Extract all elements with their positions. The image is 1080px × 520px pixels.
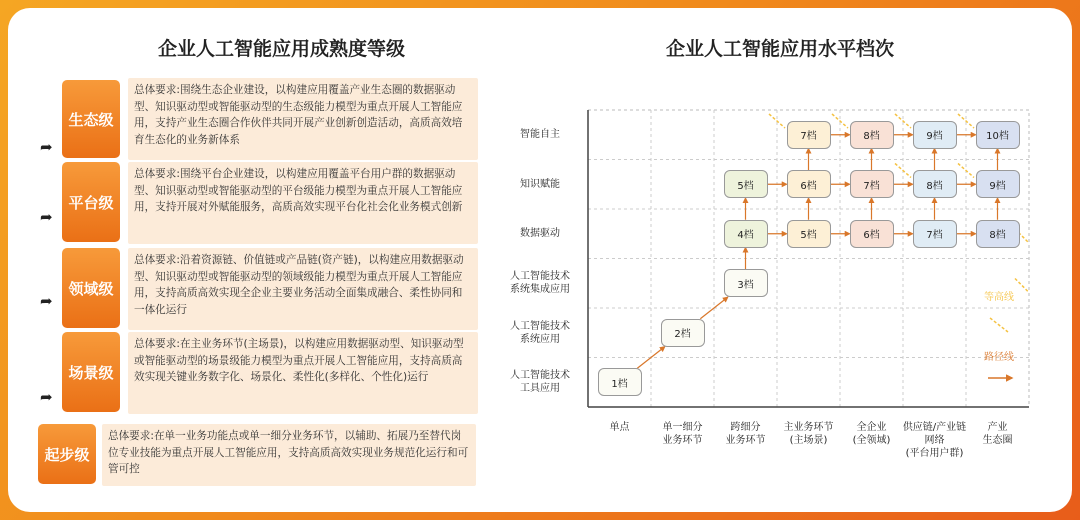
column-label: 单一细分 业务环节 [662,422,703,446]
level-ecosystem: 生态级 [62,80,120,158]
level-scene-desc: 总体要求:在主业务环节(主场景)，以构建应用数据驱动型、知识驱动型或智能驱动型的场景级能力模型为重点开展人工智能应用，支持高质高效实现关键业务数字化、场景化、柔性化(多样化、个性化)运行 [128,332,478,414]
column-label: 主业务环节 (主场景) [783,422,834,446]
level-starter: 起步级 [38,424,96,484]
level-ecosystem-desc: 总体要求:围绕生态企业建设，以构建应用覆盖产业生态圈的数据驱动型、知识驱动型或智能驱动型的生态级能力模型为重点开展人工智能应用，支持产业生态圈合作伙伴共同开展产业创新创造活动，高质高效培育生态化的业务新体系 [128,78,478,160]
grade-cell: 10档 [976,121,1020,149]
row-label: 智能自主 [520,129,560,141]
grade-cell: 1档 [598,368,642,396]
row-label: 人工智能技术 系统应用 [510,320,570,345]
grade-cell: 9档 [913,121,957,149]
grade-cell: 4档 [724,220,768,248]
column-label: 产业 生态圈 [982,422,1013,446]
grade-cell: 7档 [787,121,831,149]
up-arrow-icon: ➦ [40,292,53,310]
grade-cell: 9档 [976,170,1020,198]
level-scene: 场景级 [62,332,120,412]
level-starter-desc: 总体要求:在单一业务功能点或单一细分业务环节，以辅助、拓展乃至替代岗位专业技能为重点开展人工智能应用，支持高质高效实现业务规范化运行和可管可控 [102,424,476,486]
row-label: 数据驱动 [520,228,560,240]
grade-cell: 3档 [724,269,768,297]
up-arrow-icon: ➦ [40,138,53,156]
column-label: 供应链/产业链 网络 (平台用户群) [902,422,967,459]
level-domain: 领域级 [62,248,120,328]
up-arrow-icon: ➦ [40,208,53,226]
legend-path: 路径线 [984,352,1014,363]
grade-cell: 5档 [787,220,831,248]
grade-cell: 6档 [850,220,894,248]
level-platform-desc: 总体要求:围绕平台企业建设，以构建应用覆盖平台用户群的数据驱动型、知识驱动型或智能驱动型的平台级能力模型为重点开展人工智能应用，支持开展对外赋能服务，高质高效实现平台化社会化业务模式创新 [128,162,478,244]
row-label: 人工智能技术 工具应用 [510,370,570,395]
level-domain-desc: 总体要求:沿着资源链、价值链或产品链(资产链)，以构建应用数据驱动型、知识驱动型或智能驱动型的领域级能力模型为重点开展人工智能应用，支持高质高效实现全企业主要业务活动全面集成融合、柔性协同和一体化运行 [128,248,478,330]
left-title: 企业人工智能应用成熟度等级 [158,38,406,60]
row-label: 人工智能技术 系统集成应用 [510,271,570,296]
up-arrow-icon: ➦ [40,388,53,406]
grade-cell: 7档 [913,220,957,248]
column-label: 全企业 (全领域) [852,422,891,446]
row-label: 知识赋能 [520,178,560,190]
legend-contour-swatch [990,318,1008,332]
grade-cell: 8档 [913,170,957,198]
contour-line [1015,279,1029,293]
column-label: 单点 [609,422,630,433]
level-platform: 平台级 [62,162,120,242]
legend-contour: 等高线 [984,292,1014,303]
column-label: 跨细分 业务环节 [725,422,766,446]
grade-cell: 6档 [787,170,831,198]
right-title: 企业人工智能应用水平档次 [666,38,895,60]
grade-cell: 2档 [661,319,705,347]
grade-cell: 8档 [850,121,894,149]
grade-cell: 7档 [850,170,894,198]
grade-cell: 5档 [724,170,768,198]
grade-cell: 8档 [976,220,1020,248]
